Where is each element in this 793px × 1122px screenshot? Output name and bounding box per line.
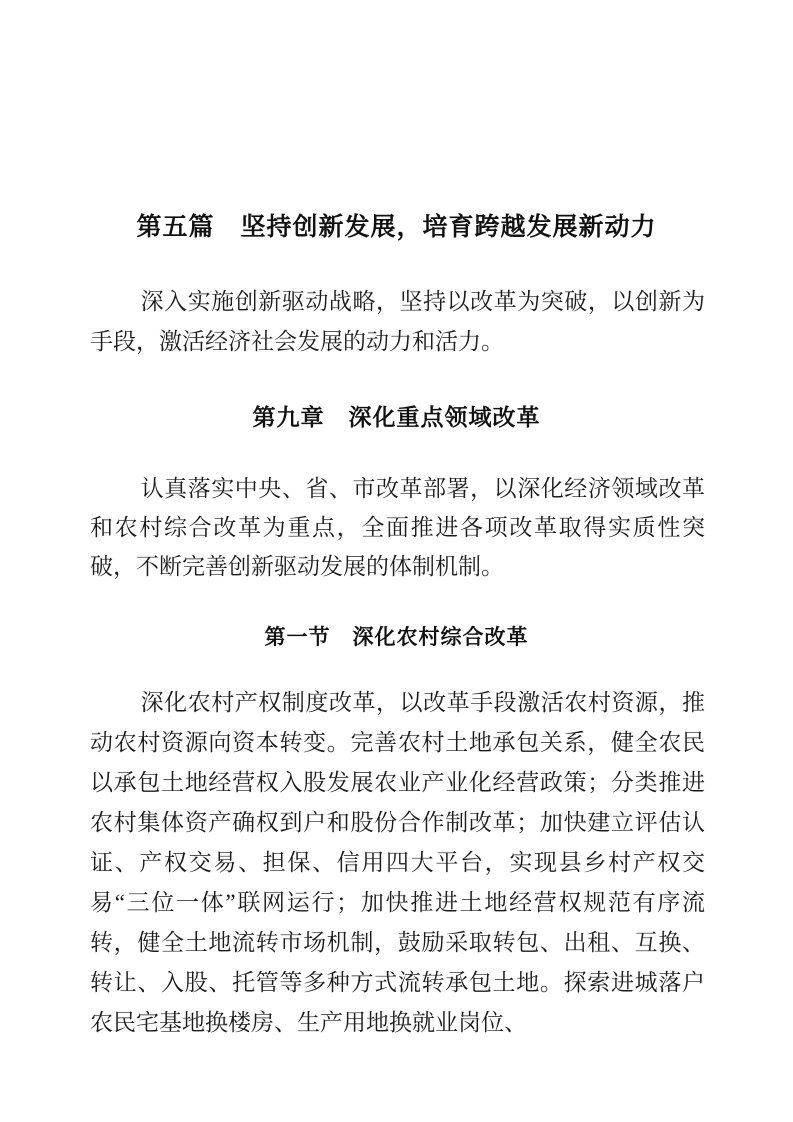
chapter-intro-paragraph: 认真落实中央、省、市改革部署，以深化经济领域改革和农村综合改革为重点，全面推进各项改革取得实质性突破，不断完善创新驱动发展的体制机制。 (90, 476, 705, 579)
chapter-title: 第九章 深化重点领域改革 (252, 404, 541, 430)
section-body-paragraph: 深化农村产权制度改革，以改革手段激活农村资源，推动农村资源向资本转变。完善农村土地承包关系，健全农民以承包土地经营权入股发展农业产业化经营政策；分类推进农村集体资产确权到户和股份合作制改革；加快建立评估认证、产权交易、担保、信用四大平台，实现县乡村产权交易“三位一体”联网运行；加快推进土地经营权规范有序流转，健全土地流转市场机制，鼓励采取转包、出租、互换、转让、入股、托管等多种方式流转承包土地。探索进城落户农民宅基地换楼房、生产用地换就业岗位、 (90, 690, 705, 1035)
part-title: 第五篇 坚持创新发展，培育跨越发展新动力 (136, 213, 657, 241)
part-intro-paragraph: 深入实施创新驱动战略，坚持以改革为突破，以创新为手段，激活经济社会发展的动力和活力。 (90, 289, 705, 354)
section-title: 第一节 深化农村综合改革 (264, 625, 529, 649)
